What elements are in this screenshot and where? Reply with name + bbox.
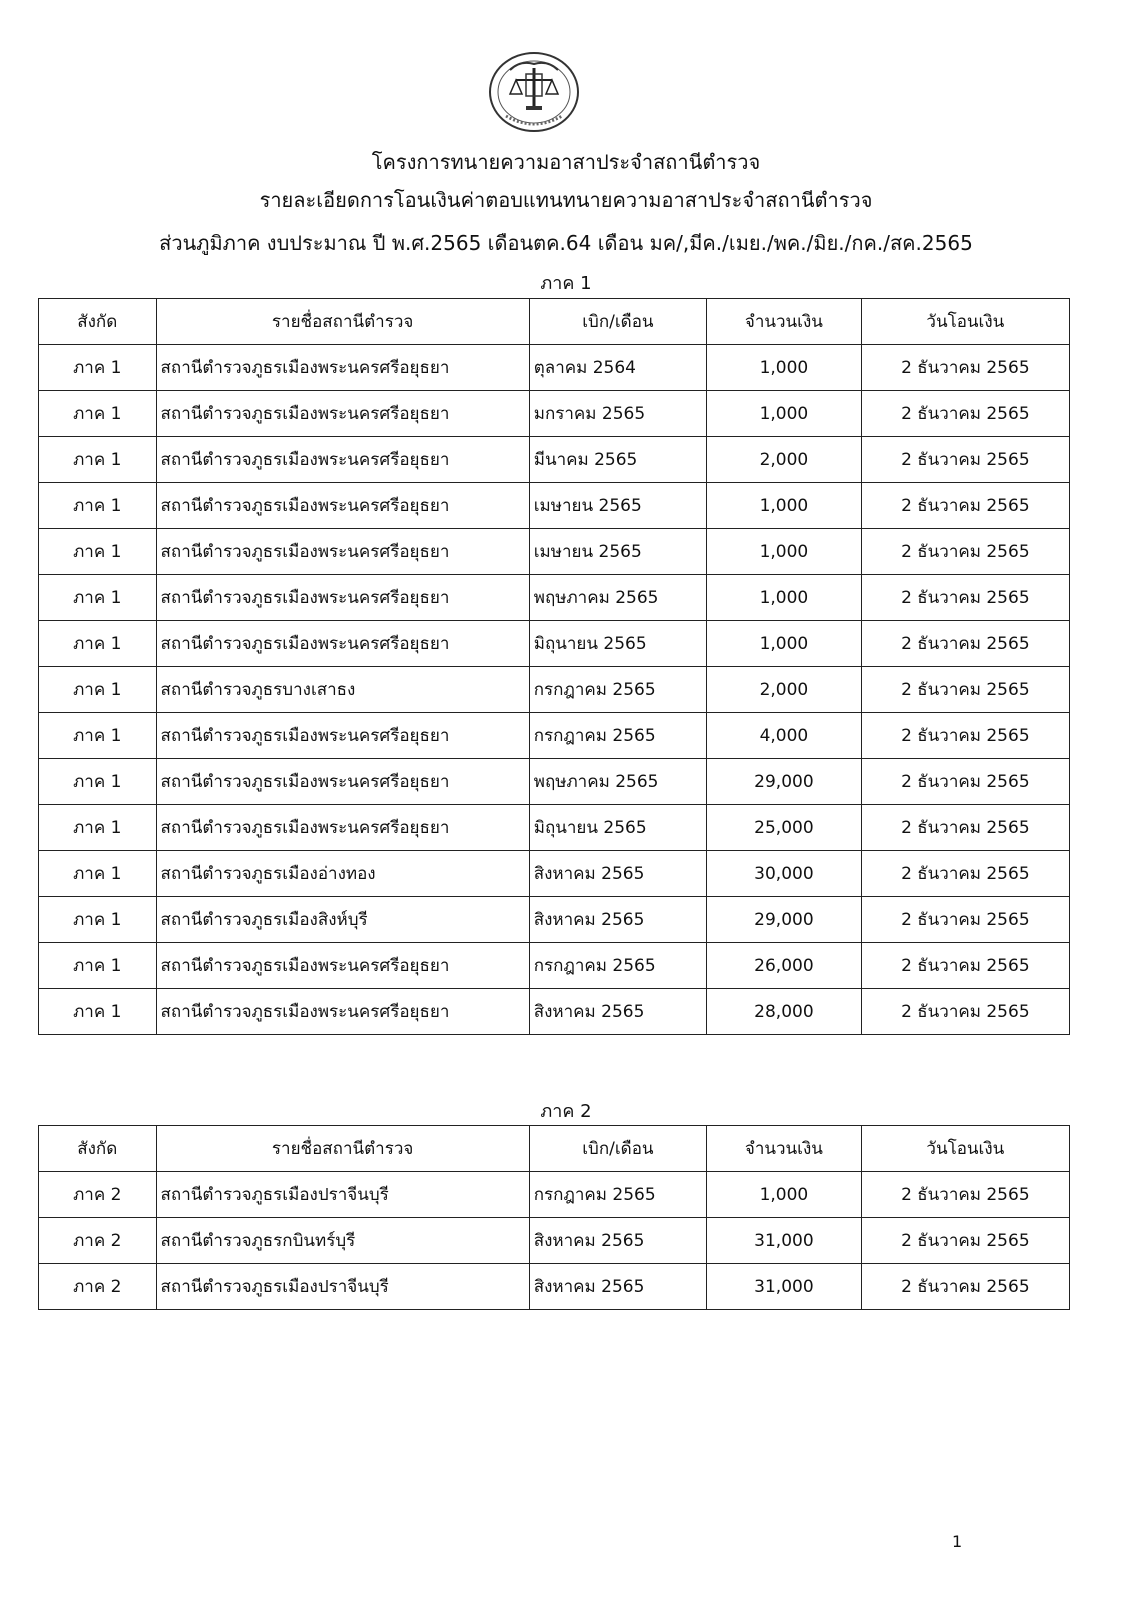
cell-unit: ภาค 1 — [39, 713, 157, 759]
table-header-row — [39, 299, 1070, 345]
cell-station-name: สถานีตำรวจภูธรเมืองพระนครศรีอยุธยา — [156, 483, 529, 529]
cell-unit: ภาค 1 — [39, 851, 157, 897]
cell-month: พฤษภาคม 2565 — [529, 575, 706, 621]
cell-transfer-date: 2 ธันวาคม 2565 — [861, 897, 1069, 943]
cell-amount: 1,000 — [707, 575, 862, 621]
cell-month: ตุลาคม 2564 — [529, 345, 706, 391]
region-1-table — [38, 298, 1070, 1035]
cell-station-name: สถานีตำรวจภูธรเมืองพระนครศรีอยุธยา — [156, 529, 529, 575]
table-row — [39, 1264, 1070, 1310]
cell-transfer-date: 2 ธันวาคม 2565 — [861, 1172, 1069, 1218]
cell-amount: 31,000 — [707, 1264, 862, 1310]
table-row — [39, 667, 1070, 713]
cell-month: กรกฎาคม 2565 — [529, 1172, 706, 1218]
table-header-row — [39, 1126, 1070, 1172]
cell-month: มิถุนายน 2565 — [529, 621, 706, 667]
cell-transfer-date: 2 ธันวาคม 2565 — [861, 989, 1069, 1035]
cell-unit: ภาค 1 — [39, 759, 157, 805]
cell-unit: ภาค 1 — [39, 575, 157, 621]
document-subtitle: รายละเอียดการโอนเงินค่าตอบแทนทนายความอาสาประจำสถานีตำรวจ — [259, 188, 873, 212]
cell-month: สิงหาคม 2565 — [529, 989, 706, 1035]
cell-station-name: สถานีตำรวจภูธรเมืองพระนครศรีอยุธยา — [156, 805, 529, 851]
table-row — [39, 621, 1070, 667]
table-row — [39, 391, 1070, 437]
cell-transfer-date: 2 ธันวาคม 2565 — [861, 391, 1069, 437]
cell-unit: ภาค 1 — [39, 345, 157, 391]
table-row — [39, 989, 1070, 1035]
cell-month: มกราคม 2565 — [529, 391, 706, 437]
cell-month: เมษายน 2565 — [529, 529, 706, 575]
region-1-rows — [39, 345, 1070, 1035]
header-unit: สังกัด — [39, 1126, 157, 1172]
header-amount: จำนวนเงิน — [707, 299, 862, 345]
cell-unit: ภาค 1 — [39, 391, 157, 437]
cell-amount: 26,000 — [707, 943, 862, 989]
header-transfer-date: วันโอนเงิน — [861, 299, 1069, 345]
cell-transfer-date: 2 ธันวาคม 2565 — [861, 805, 1069, 851]
cell-month: สิงหาคม 2565 — [529, 851, 706, 897]
cell-unit: ภาค 1 — [39, 943, 157, 989]
table-row — [39, 897, 1070, 943]
cell-transfer-date: 2 ธันวาคม 2565 — [861, 759, 1069, 805]
cell-transfer-date: 2 ธันวาคม 2565 — [861, 437, 1069, 483]
header-unit: สังกัด — [39, 299, 157, 345]
cell-amount: 2,000 — [707, 667, 862, 713]
cell-month: สิงหาคม 2565 — [529, 897, 706, 943]
cell-unit: ภาค 1 — [39, 897, 157, 943]
document-title: โครงการทนายความอาสาประจำสถานีตำรวจ — [371, 150, 761, 174]
cell-amount: 1,000 — [707, 391, 862, 437]
table-row — [39, 851, 1070, 897]
cell-month: สิงหาคม 2565 — [529, 1218, 706, 1264]
cell-station-name: สถานีตำรวจภูธรเมืองพระนครศรีอยุธยา — [156, 437, 529, 483]
cell-amount: 1,000 — [707, 621, 862, 667]
cell-unit: ภาค 1 — [39, 437, 157, 483]
cell-amount: 2,000 — [707, 437, 862, 483]
cell-amount: 1,000 — [707, 345, 862, 391]
cell-station-name: สถานีตำรวจภูธรเมืองปราจีนบุรี — [156, 1172, 529, 1218]
header-month: เบิก/เดือน — [529, 1126, 706, 1172]
cell-amount: 1,000 — [707, 483, 862, 529]
cell-unit: ภาค 2 — [39, 1172, 157, 1218]
region-1-heading: ภาค 1 — [540, 273, 592, 294]
cell-amount: 29,000 — [707, 897, 862, 943]
cell-unit: ภาค 2 — [39, 1218, 157, 1264]
cell-transfer-date: 2 ธันวาคม 2565 — [861, 345, 1069, 391]
cell-station-name: สถานีตำรวจภูธรเมืองพระนครศรีอยุธยา — [156, 989, 529, 1035]
cell-unit: ภาค 1 — [39, 621, 157, 667]
cell-amount: 30,000 — [707, 851, 862, 897]
header-transfer-date: วันโอนเงิน — [861, 1126, 1069, 1172]
table-row — [39, 529, 1070, 575]
cell-station-name: สถานีตำรวจภูธรเมืองพระนครศรีอยุธยา — [156, 575, 529, 621]
cell-amount: 25,000 — [707, 805, 862, 851]
table-row — [39, 345, 1070, 391]
cell-station-name: สถานีตำรวจภูธรเมืองสิงห์บุรี — [156, 897, 529, 943]
cell-transfer-date: 2 ธันวาคม 2565 — [861, 621, 1069, 667]
cell-transfer-date: 2 ธันวาคม 2565 — [861, 943, 1069, 989]
cell-unit: ภาค 1 — [39, 989, 157, 1035]
lawyers-council-seal-logo — [486, 50, 582, 134]
table-row — [39, 437, 1070, 483]
header-amount: จำนวนเงิน — [707, 1126, 862, 1172]
region-2-table — [38, 1125, 1070, 1310]
cell-unit: ภาค 1 — [39, 667, 157, 713]
document-period-line: ส่วนภูมิภาค งบประมาณ ปี พ.ศ.2565 เดือนตค.64 เดือน มค/,มีค./เมย./พค./มิย./กค./สค.2565 — [159, 231, 973, 255]
table-row — [39, 759, 1070, 805]
cell-month: มีนาคม 2565 — [529, 437, 706, 483]
table-row — [39, 943, 1070, 989]
region-2-heading: ภาค 2 — [540, 1101, 592, 1122]
cell-amount: 4,000 — [707, 713, 862, 759]
cell-amount: 1,000 — [707, 1172, 862, 1218]
cell-month: กรกฎาคม 2565 — [529, 667, 706, 713]
cell-month: มิถุนายน 2565 — [529, 805, 706, 851]
cell-transfer-date: 2 ธันวาคม 2565 — [861, 483, 1069, 529]
header-station: รายชื่อสถานีตำรวจ — [156, 1126, 529, 1172]
cell-unit: ภาค 1 — [39, 529, 157, 575]
cell-month: กรกฎาคม 2565 — [529, 713, 706, 759]
cell-station-name: สถานีตำรวจภูธรเมืองพระนครศรีอยุธยา — [156, 943, 529, 989]
cell-month: พฤษภาคม 2565 — [529, 759, 706, 805]
cell-month: กรกฎาคม 2565 — [529, 943, 706, 989]
cell-transfer-date: 2 ธันวาคม 2565 — [861, 1264, 1069, 1310]
header-month: เบิก/เดือน — [529, 299, 706, 345]
cell-transfer-date: 2 ธันวาคม 2565 — [861, 529, 1069, 575]
cell-unit: ภาค 1 — [39, 805, 157, 851]
cell-station-name: สถานีตำรวจภูธรเมืองพระนครศรีอยุธยา — [156, 621, 529, 667]
cell-station-name: สถานีตำรวจภูธรเมืองอ่างทอง — [156, 851, 529, 897]
header-station: รายชื่อสถานีตำรวจ — [156, 299, 529, 345]
cell-month: สิงหาคม 2565 — [529, 1264, 706, 1310]
cell-unit: ภาค 2 — [39, 1264, 157, 1310]
table-row — [39, 483, 1070, 529]
cell-amount: 28,000 — [707, 989, 862, 1035]
cell-station-name: สถานีตำรวจภูธรเมืองพระนครศรีอยุธยา — [156, 345, 529, 391]
cell-station-name: สถานีตำรวจภูธรกบินทร์บุรี — [156, 1218, 529, 1264]
cell-transfer-date: 2 ธันวาคม 2565 — [861, 667, 1069, 713]
table-row — [39, 575, 1070, 621]
table-row — [39, 805, 1070, 851]
cell-station-name: สถานีตำรวจภูธรเมืองพระนครศรีอยุธยา — [156, 759, 529, 805]
cell-station-name: สถานีตำรวจภูธรเมืองพระนครศรีอยุธยา — [156, 713, 529, 759]
region-2-rows — [39, 1172, 1070, 1310]
cell-amount: 31,000 — [707, 1218, 862, 1264]
page-number: 1 — [952, 1532, 963, 1551]
cell-transfer-date: 2 ธันวาคม 2565 — [861, 713, 1069, 759]
cell-station-name: สถานีตำรวจภูธรเมืองปราจีนบุรี — [156, 1264, 529, 1310]
cell-station-name: สถานีตำรวจภูธรเมืองพระนครศรีอยุธยา — [156, 391, 529, 437]
cell-unit: ภาค 1 — [39, 483, 157, 529]
cell-amount: 1,000 — [707, 529, 862, 575]
cell-transfer-date: 2 ธันวาคม 2565 — [861, 1218, 1069, 1264]
table-row — [39, 1218, 1070, 1264]
table-row — [39, 713, 1070, 759]
cell-transfer-date: 2 ธันวาคม 2565 — [861, 851, 1069, 897]
cell-month: เมษายน 2565 — [529, 483, 706, 529]
table-row — [39, 1172, 1070, 1218]
cell-transfer-date: 2 ธันวาคม 2565 — [861, 575, 1069, 621]
cell-amount: 29,000 — [707, 759, 862, 805]
cell-station-name: สถานีตำรวจภูธรบางเสาธง — [156, 667, 529, 713]
